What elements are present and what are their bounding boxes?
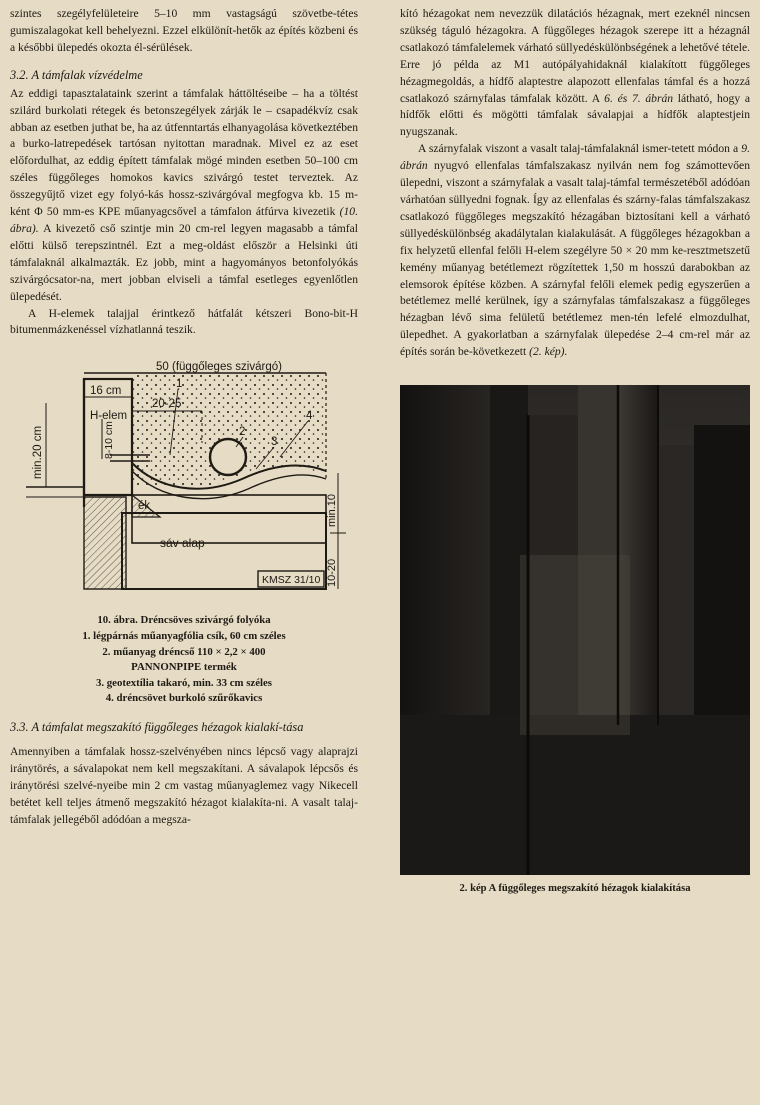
left-column bbox=[10, 6, 358, 828]
paragraph-3-2b: A H-elemek talajjal érintkező hátfalát kétszeri Bono-bit-H bitumenmázkenéssel vízhatlanná teszik. bbox=[10, 306, 358, 337]
label-20-25: 20-25 bbox=[152, 398, 182, 411]
label-h-elem: H-elem bbox=[90, 410, 128, 423]
intro-paragraph: szintes szegélyfelületeire 5–10 mm vastagságú szövetbe-tétes gumiszalagokat kell behelyezni. Ezzel elkülönít-hetők az építés közbeni és a későbbi ülepedés okozta él-sérülések. bbox=[10, 7, 358, 54]
paragraph-text: kító hézagokat nem nevezzük dilatációs hézagnak, mert ezeknél nincsen szükség táguló hézagokra. A függőleges hézagok szerepe itt a hézagnál csatlakozó támfalelemek várható süllyedéskülönbségének a lehetővé tétele. Erre jó példa az M1 autópályahidaknál kialakított függőleges hézagmegoldás, a hídfő alaptestre alapozott ellenfalas támfal és a hozzá csatlakozó szárnyfalas támfalak között. A bbox=[400, 7, 750, 105]
label-sav-alap: sáv alap bbox=[160, 536, 205, 551]
paragraph-text: Az eddigi tapasztalataink szerint a támfalak háttöltéseibe – ha a töltést szilárd burkolati rétegek és betonszegélyek zárják le – csapadékvíz csak abban az esetben juthat be, ha az útfenntartás elhanyagolása következtében a burko-latrepedések tartósan nyitottan maradnak. Mivel ez az eset előfordulhat, az eddig épített támfalak mögé minden esetben 50–100 cm széles függőleges homokos kavics szivárgó testet terveztek. Az összegyűjtő vizet egy folyó-kás hossz-szivárgóval megfogva kb. 15 m-ként Φ 50 mm-es KPE műanyagcsővel a támfalon átfúrva kivezetik bbox=[10, 86, 358, 219]
label-50: 50 bbox=[156, 361, 169, 374]
drain-pipe bbox=[210, 439, 246, 475]
label-min10: min.10 bbox=[326, 494, 338, 528]
caption-item-2: 2. műanyag dréncső 110 × 2,2 × 400 bbox=[102, 645, 266, 658]
section-heading-3-3: 3.3. A támfalat megszakító függőleges hézagok kialakí-tása bbox=[10, 719, 304, 734]
label-2: 2 bbox=[239, 426, 246, 439]
label-min20cm: min.20 cm bbox=[32, 426, 44, 480]
paragraph-right-1 bbox=[400, 6, 750, 141]
caption-title: 10. ábra. Dréncsöves szivárgó folyóka bbox=[97, 614, 271, 627]
paragraph-right-2 bbox=[400, 141, 750, 361]
label-szivargo: (függőleges szivárgó) bbox=[172, 361, 282, 374]
photo-2-caption: 2. kép A függőleges megszakító hézagok kialakítása bbox=[459, 883, 691, 895]
label-3: 3 bbox=[271, 436, 278, 449]
paragraph-text: nyugvó ellenfalas támfalszakasz nyilván nem fog számottevően ülepedni, viszont a szárnyfalak a vasalt talaj-támfal természetéből adódóan várhatóan süllyedni fognak. Így az ellenfalas és szárny-falas támfalszakasz csatlakozó függőleges megszakító hézagában biztosítani kell a várható süllyedéskülönbség akadálytalan kialakulását. A függőleges hézagokban a fix helyzetű ellenfal felőli H-elem szegélyre 50 × 20 mm ke-resztmetszetű kemény műanyag betétlemezt rögzítettek 1,50 m hosszú darabokban az elemsorok építése közben. A szárnyfal felőli elemek pedig egyszerűen a betétlemez mellé kerülnek, így a szárnyfalas támfalszakasz a függőleges hézagban lévő sima felületű betétlemez men-tén lefelé elmozdulhat, ülepedhet. A gyakorlatban a szárnyfalak ülepedése 2–4 cm-rel már az építés során be-következett bbox=[400, 159, 750, 359]
photo-ref-2: (2. kép). bbox=[529, 345, 568, 359]
caption-item-3: 3. geotextília takaró, min. 33 cm széles bbox=[95, 676, 272, 689]
paragraph-text: A szárnyfalak viszont a vasalt talaj-támfalaknál ismer-tetett módon a bbox=[418, 142, 739, 156]
label-10-20: 10-20 bbox=[326, 559, 338, 588]
figure-ref-6-7: 6. és 7. ábrán bbox=[604, 91, 674, 105]
caption-item-1: 1. légpárnás műanyagfólia csík, 60 cm széles bbox=[82, 629, 286, 642]
paragraph-3-2a bbox=[10, 86, 358, 306]
figure-ref-10: (10. ábra). bbox=[10, 205, 358, 235]
label-1: 1 bbox=[176, 378, 183, 391]
caption-item-4: 4. dréncsövet burkoló szűrőkavics bbox=[105, 692, 263, 705]
paragraph-text: látható, hogy a hídfők előtti és mögötti támfalak sávalapjai a hídfők alaptestjein nyugszanak. bbox=[400, 91, 750, 139]
label-8-10cm: 8-10 cm bbox=[103, 421, 115, 460]
label-16cm: 16 cm bbox=[90, 385, 122, 398]
section-heading-3-2: 3.2. A támfalak vízvédelme bbox=[10, 67, 143, 82]
drain-diagram bbox=[10, 347, 358, 609]
paragraph-3-3: Amennyiben a támfalak hossz-szelvényében nincs lépcső vagy alaprajzi iránytörés, a sávalapokat nem kell megszakítani. A sávalapok lépcsős és iránytörési szelvé-nyeibe min 2 cm vastag műanyaglemez vagy Nikecell betétet kell teljes átmenő megszakító hézagot kialakíta-ni. A vasalt talaj-támfalak jellegéből adódóan a megsza- bbox=[10, 744, 358, 826]
figure-10-caption bbox=[10, 613, 358, 707]
label-kmsz: KMSZ 31/10 bbox=[262, 574, 321, 587]
photo-2 bbox=[400, 385, 750, 875]
figure-10-diagram bbox=[10, 347, 358, 609]
label-ek: ék bbox=[138, 500, 151, 513]
label-4: 4 bbox=[306, 410, 313, 423]
photo-vertical-joints bbox=[400, 385, 750, 875]
caption-item-2b: PANNONPIPE termék bbox=[131, 661, 237, 674]
paragraph-text: A kivezető cső szintje min 20 cm-rel legyen magasabb a támfal előtti külső terepszintnél. Ezt a meg-oldást először a Helsinki úti támfalaknál alkalmazták. Ez jobb, mint a hagyományos betonfolyókás szivárgócsator-na, mert jobban elviseli a támfal esetleges egyenlőtlen ülepedését. bbox=[10, 221, 358, 303]
right-column bbox=[400, 6, 750, 894]
figure-ref-9: 9. ábrán bbox=[400, 142, 750, 173]
